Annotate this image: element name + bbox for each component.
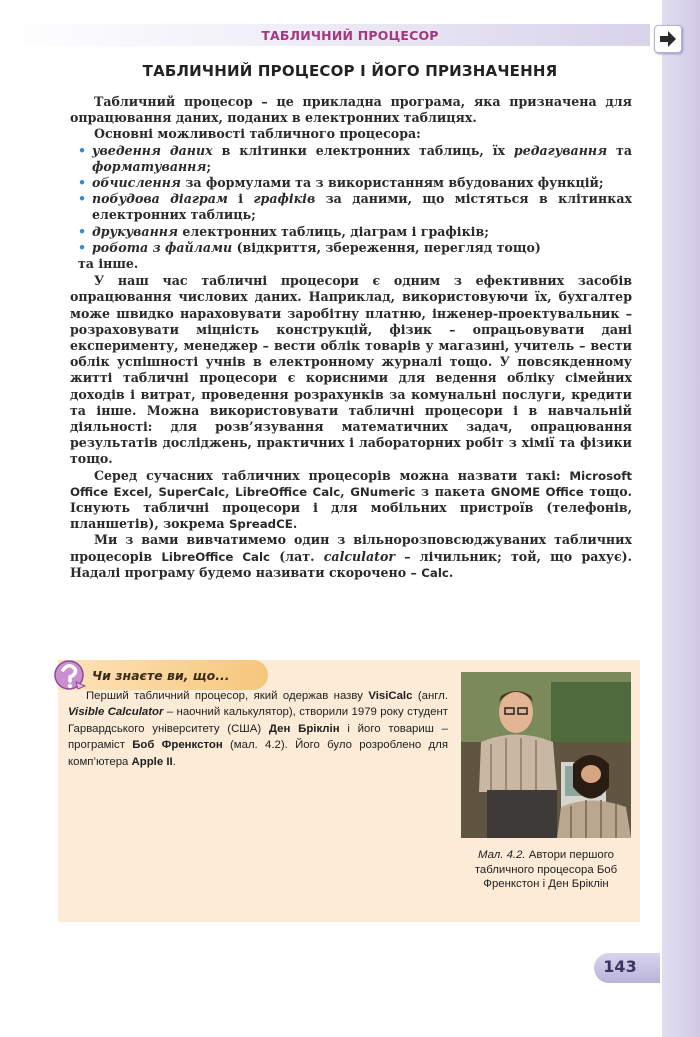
list-item: • робота з файлами (відкриття, збереження, перегляд тощо) xyxy=(78,239,541,255)
did-you-know-title: Чи знаєте ви, що... xyxy=(92,668,230,683)
features-list xyxy=(70,143,632,256)
list-item: • обчислення за формулами та з використанням вбудованих функцій; xyxy=(78,175,604,191)
bullet-icon: • xyxy=(78,175,87,191)
figure-caption xyxy=(458,848,634,892)
paragraph-4: Ми з вами вивчатимемо один з вільнорозповсюджуваних табличних процесорів LibreOffice Calc (лат. calculator – лічильник; той, що рахує). Надалі програму будемо називати скорочено – Calc. xyxy=(70,532,632,580)
features-intro: Основні можливості табличного процесора: xyxy=(94,126,421,142)
list-item: • друкування електронних таблиць, діаграм і графіків; xyxy=(78,223,489,239)
page-number: 143 xyxy=(603,957,637,976)
paragraph-3: Серед сучасних табличних процесорів можна назвати такі: Microsoft Office Excel, SuperCalc, LibreOffice Calc, GNumeric з пакета GNOME Office тощо. Існують табличні процесори і для мобільних пристроїв (телефонів, планшетів), зокрема SpreadCE. xyxy=(70,467,632,532)
next-page-button[interactable] xyxy=(654,25,682,53)
intro-definition: – це прикладна програма, яка призначена для опрацювання даних, поданих в електронних таблицях. xyxy=(70,94,632,126)
did-you-know-text: Перший табличний процесор, який одержав назву VisiCalc (англ. Visible Calculator – наочний калькулятор), створили 1979 року студент Гарвардського університету (США) Ден Бріклін і його товариш – програміст Боб Френкстон (мал. 4.2). Його було розроблено для комп’ютера Apple II. xyxy=(68,690,448,768)
list-item: • уведення даних в клітинки електронних таблиць, їх редагування та форматування; xyxy=(78,142,632,174)
features-tail: та інше. xyxy=(78,256,139,272)
arrow-right-icon xyxy=(655,26,681,52)
paragraph-2: У наш час табличні процесори є одним з ефективних засобів опрацювання числових даних. Наприклад, використовуючи їх, бухгалтер може швидко нараховувати заробітну платню, інженер-проектувальник – розраховувати міцність конструкцій, фізик – опрацьовувати дані експерименту, менеджер – вести облік товарів у магазині, учитель – вести облік успішності учнів в електронному журналі тощо. У повсякденному житті табличні процесори є корисними для ведення обліку сімейних доходів і витрат, проведення розрахунків за комунальні послуги, кредити та інше. Можна використовувати табличні процесори і в навчальній діяльності: для розв’язування математичних задач, опрацювання результатів досліджень, практичних і лабораторних робіт з хімії та фізики тощо. xyxy=(70,273,632,467)
intro-term: Табличний процесор xyxy=(94,94,253,109)
main-text xyxy=(70,94,632,581)
bullet-icon: • xyxy=(78,142,87,158)
bullet-icon: • xyxy=(78,239,87,255)
bullet-icon: • xyxy=(78,223,87,239)
section-title: ТАБЛИЧНИЙ ПРОЦЕСОР xyxy=(261,28,439,43)
figure-label: Мал. 4.2. xyxy=(478,849,526,861)
intro-paragraph xyxy=(70,94,632,126)
figure-caption-text: Автори першого табличного процесора Боб Френкстон і Ден Бріклін xyxy=(474,849,618,891)
list-item: • побудова діаграм і графіків за даними, що містяться в клітинках електронних таблиць; xyxy=(78,191,632,223)
side-margin-strip xyxy=(662,0,700,1037)
page-heading: ТАБЛИЧНИЙ ПРОЦЕСОР І ЙОГО ПРИЗНАЧЕННЯ xyxy=(142,62,558,80)
bullet-icon: • xyxy=(78,191,87,207)
authors-photo xyxy=(461,672,631,838)
